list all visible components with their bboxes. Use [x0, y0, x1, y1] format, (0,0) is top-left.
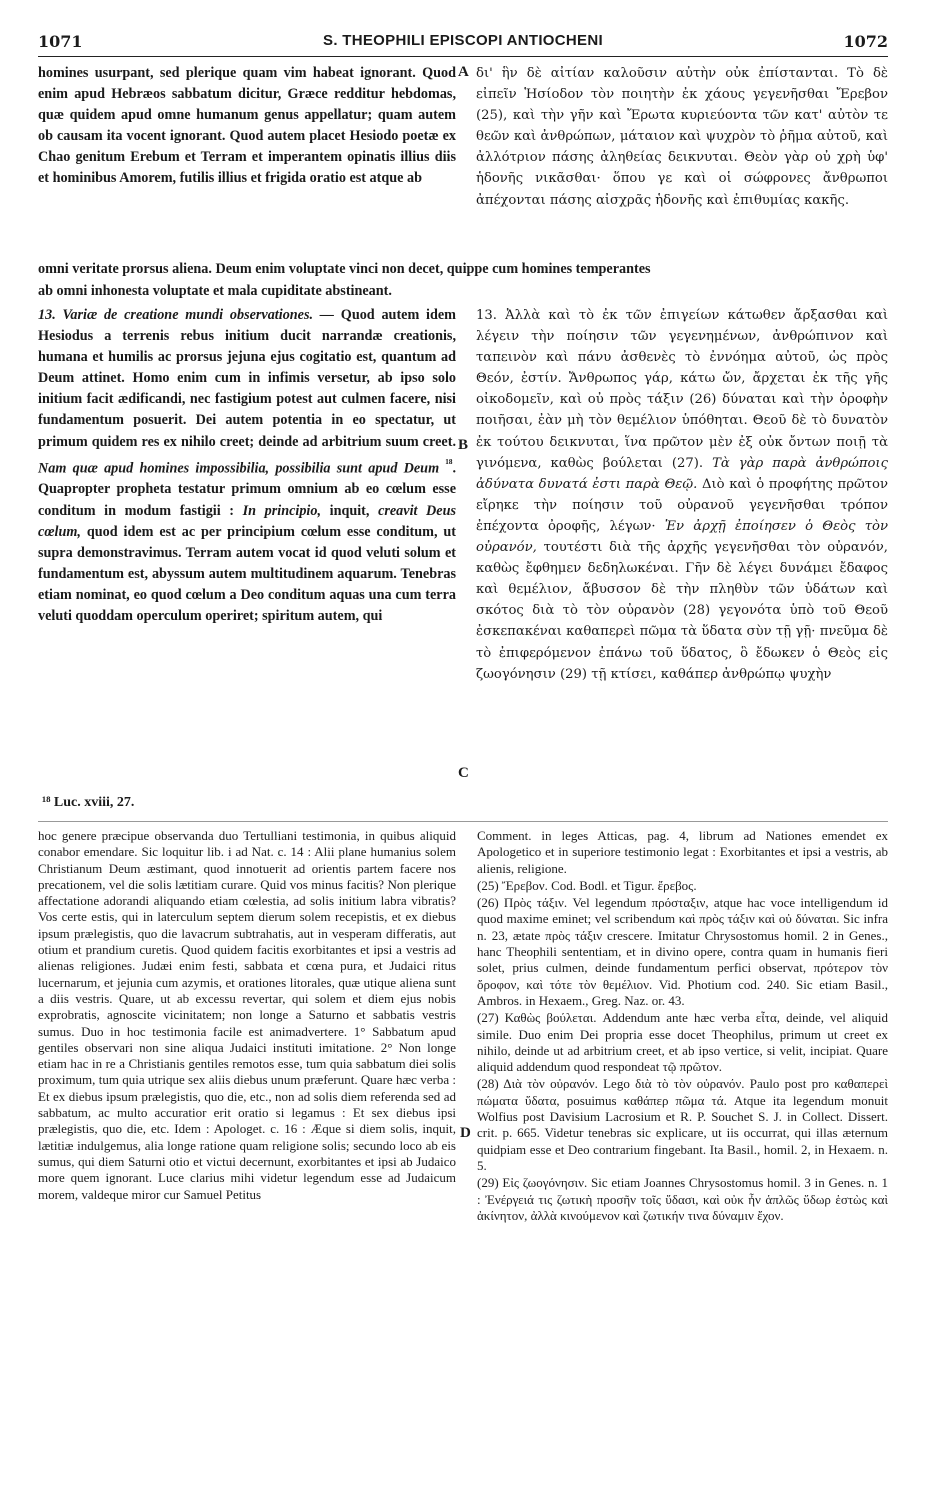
note-right-paragraph: (29) Εἰς ζωογόνησιν. Sic etiam Joannes Chrysostomus homil. 3 in Genes. n. 1 : Ἐνέργειά τις ζωτικὴ προσῆν τοῖς ὕδασι, καὶ οὐκ ἦν ἁπλῶς ὕδωρ ἑστὼς καὶ ἀκίνητον, ἀλλὰ κινούμενον καὶ ζωτικήν τινα δύναμιν ἔχον.: [477, 1175, 888, 1223]
greek-quote-1: Τὰ γὰρ παρὰ ἀνθρώποις ἀδύνατα δυνατά ἐστι παρὰ Θεῷ.: [476, 455, 888, 492]
greek-end-text: τουτέστι διὰ τῆς ἀρχῆς γεγενῆσθαι τὸν οὐρανόν, καθὼς ἔφθημεν δεδηλωκέναι. Γῆν δὲ λέγει δυνάμει ἔδαφος καὶ θεμέλιον, ἄβυσσον δὲ τὴν πληθὺν τῶν ὑδάτων καὶ σκότος διὰ τὸ τὸν οὐρανὸν (28) γεγονότα ὑπὸ τοῦ Θεοῦ ἐσκεπακέναι καθαπερεὶ πῶμα τὰ ὕδατα σὺν τῇ γῇ· πνεῦμα δὲ τὸ ἐπιφερόμενον ἐπάνω τοῦ ὕδατος, ὃ ἔδωκεν ὁ Θεὸς εἰς ζωογόνησιν (29) τῇ κτίσει, καθάπερ ἀνθρώπῳ ψυχὴν: [476, 540, 888, 682]
note-right-paragraph: (26) Πρὸς τάξιν. Vel legendum πρόσταξιν, atque hac voce intelligendum id quod maxime eminet; vel scribendum καὶ πρὸς τάξιν καὶ οὐ δύναται. Sic infra n. 23, ætate πρὸς τάξιν crescere. Imitatur Chrysostomus homil. 2 in Genes., hanc Theophili sententiam, et in divino opere, contra quam in humanis fieri solet, prius culmen, deinde fundamentum perfici observat, πρότερον τὸν ὄροφον, καὶ τότε τὸν θεμέλιον. Vid. Photium cod. 240. Sic etiam Basil., Ambros. in Hexaem., Greg. Naz. or. 43.: [477, 895, 888, 1008]
note-right-paragraph: (25) Ἔρεβον. Cod. Bodl. et Tigur. ἔρεβος.: [477, 877, 697, 893]
full-width-line-2: ab omni inhonesta voluptate et mala cupiditate abstineant.: [38, 283, 392, 299]
greek-column-top: [476, 63, 888, 211]
greek-main-text: 13. Ἀλλὰ καὶ τὸ ἐκ τῶν ἐπιγείων κάτωθεν ἄρξασθαι καὶ λέγειν τὴν ποίησιν τῶν γεγενημένων, ἀνθρώπινον καὶ ταπεινὸν καὶ πάνυ ἀσθενὲς τὸ ἐννόημα αὐτοῦ, ὡς πρὸς Θεόν, ἐστίν. Ἄνθρωπος γάρ, κάτω ὤν, ἄρχεται ἐκ τῆς γῆς οἰκοδομεῖν, καὶ οὐ πρὸς τάξιν (26) δύναται καὶ τὴν ὀροφὴν ποιῆσαι, ἐὰν μὴ τὸν θεμέλιον ὑπόθηται. Θεοῦ δὲ τὸ δυνατὸν ἐκ τούτου δεικνυται, ἵνα πρῶτον μὲν ἐξ οὐκ ὄντων ποιῇ τὰ γινόμενα, καθὼς βούλεται (27).: [476, 308, 888, 471]
note-right-paragraph: Comment. in leges Atticas, pag. 4, librum ad Nationes emendet ex Apologetico et in superiore testimonio legat : Exorbitantes et ipsi a vestris, ab alienis, religione.: [477, 828, 888, 876]
marker-d: D: [460, 1125, 471, 1141]
latin-main-paragraph: 13. Variæ de creatione mundi observationes. — Quod autem idem Hesiodus a terrenis rebus initium ducit narrandæ creationis, humana et humilis ac prorsus jejuna ejus cogitatio est, quantum ad Deum attinet. Homo enim cum in infimis versetur, ab ipso solo initium facit ædificandi, nec fastigium potest aut culmen facere, nisi fundamentum posuerit. Dei autem potentia in eo spectatur, ut primum quidem res ex nihilo creet; deinde ad arbitrium suum creet. Nam quæ apud homines impossibilia, possibilia sunt apud Deum $^{^{18}}$. Quapropter propheta testatur primum omnium ab eo cœlum esse conditum in modum fastigii : In principio, inquit, creavit Deus cœlum, quod idem est ac per principium cœlum esse conditum, ut supra demonstravimus. Terram autem vocat id quod veluti solum et fundamentum est, abyssum autem multitudinem aquarum. Tenebras etiam nominat, eo quod cœlum a Deo conditum aquas una cum terra veluti quoddam operculum operiret; spiritum autem, qui: [38, 307, 457, 625]
note-left-paragraph: hoc genere præcipue observanda duo Tertulliani testimonia, in quibus aliquid conabor emendare. Sic loquitur lib. i ad Nat. c. 14 : Alii plane humanius solem Christianum Deum æstimant, quod innotuerit ad orientis partem facere nos precationem, vel die solis lætitiam curare. Quid vos minus facitis? Non plerique affectatione adorandi aliquando etiam cœlestia, ad solis initium labra vibratis? Vos certe estis, qui in laterculum septem dierum solem recepistis, et ex diebus ipsum prælegistis, quo die lavacrum subtrahatis, aut in vesperam differatis, aut otium et prandium curetis. Quod quidem facitis exorbitantes et ipsi a vestris ad alienas religiones. Judæi enim festi, sabbata et cœna pura, et Judaici ritus lucernarum, et jejunia cum azymis, et orationes litorales, quæ utique aliena sunt a diis vestris. Quare, ut ab excessu revertar, qui solem et diem ejus nobis exprobratis, agnoscite vicinitatem; non longe a Saturno et sabbatis vestris sumus. Duo in hoc testimonia facile est animadvertere. 1° Sabbatum apud gentiles observari non sine aliqua Judaici instituti imitatione. 2° Non longe etiam hac in re a Christianis gentiles remotos esse, tum quia sabbatum diei solis proximum, tum quia utrique sex aliis diebus unum præferunt. Quare hæc verba : Et ex diebus ipsum prælegistis, quo die, etc., non ad solis diem referenda sed ad sabbatum, ac multo accuratior erit oratio si legamus : Et sex diebus ipsi prælegistis, quo die, etc. Idem : Apologet. c. 16 : Æque si diem solis, inquit, lætitiæ indulgemus, alia longe ratione quam religione solis; secundo loco ab eis sumus, qui diem Saturni otio et victui decernunt, exorbitantes et ipsi ab Judaico more quem ignorant. Luce clarius mihi videtur legendum esse ad Judaicum morem, valdeque miror cur Samuel Petitus: [38, 828, 456, 1202]
notes-divider: [38, 821, 888, 822]
latin-main-text: Quod autem idem Hesiodus a terrenis rebus initium ducit narrandæ creationis, humana et humilis ac prorsus jejuna ejus cogitatio est, quantum ad Deum attinet. Homo enim cum in infimis versetur, ab ipso solo initium facit ædificandi, nec fastigium potest aut culmen facere, nisi fundamentum posuerit. Dei autem potentia in eo spectatur, ut primum quidem res ex nihilo creet; deinde ad arbitrium suum creet.: [38, 307, 457, 450]
latin-mid-text: Quapropter propheta testatur primum omnium ab eo cœlum esse conditum in modum fastigii :: [38, 481, 456, 519]
running-title: S. THEOPHILI EPISCOPI ANTIOCHENI: [323, 32, 603, 49]
marker-b: B: [458, 437, 469, 453]
greek-top-text: δι' ἣν δὲ αἰτίαν καλοῦσιν αὐτὴν οὐκ ἐπίστανται. Τὸ δὲ εἰπεῖν Ἡσίοδον τὸν ποιητὴν ἐκ χάους γεγενῆσθαι Ἔρεβον (25), καὶ τὴν γῆν καὶ Ἔρωτα κυριεύοντα τῶν κατ' αὐτὸν τε θεῶν καὶ ἀνθρώπων, μάταιον καὶ ψυχρὸν τὸ ῥῆμα αὐτοῦ, καὶ ἀλλότριον πάσης ἀληθείας δεικνυται. Θεὸν γὰρ οὐ χρὴ ὑφ' ἡδονῆς νικᾶσθαι· ὅπου γε καὶ οἱ σώφρονες ἄνθρωποι ἀπέχονται πάσης αἰσχρᾶς ἡδονῆς καὶ ἐπιθυμίας κακῆς.: [476, 66, 888, 208]
latin-quote-1-ref: ¹⁸: [445, 455, 453, 470]
latin-end-text: quod idem est ac per principium cœlum esse conditum, ut supra demonstravimus. Terram autem vocat id quod veluti solum et fundamentum est, abyssum autem multitudinem aquarum. Tenebras etiam nominat, eo quod cœlum a Deo conditum aquas una cum terra veluti quoddam operculum operiret; spiritum autem, qui: [38, 523, 457, 625]
latin-column-top: [38, 63, 456, 190]
latin-top-text: homines usurpant, sed plerique quam vim habeat ignorant. Quod enim apud Hebræos sabbatum dicitur, Græce redditur hebdomas, quæ quidem apud omne humanum genus appellatur; quam autem ob causam ita vocent ignorant. Quod autem placet Hesiodo poetæ ex Chao genitum Erebum et Terram et imperantem opinatis illius diis et hominibus Amorem, futilis illius et frigida oratio est atque ab: [38, 65, 456, 187]
latin-quote-3: creavit Deus cœlum,: [38, 502, 457, 540]
marker-c: C: [458, 765, 469, 781]
page-number-right: 1072: [843, 32, 888, 51]
page-number-left: 1071: [38, 32, 83, 51]
latin-column-main: [38, 305, 456, 627]
latin-quote-1: Nam quæ apud homines impossibilia, possibilia sunt apud Deum: [38, 460, 440, 477]
notes-left-column: [38, 828, 456, 1204]
full-width-line-1: omni veritate prorsus aliena. Deum enim voluptate vinci non decet, quippe cum homines temperantes: [38, 261, 651, 277]
marker-a: A: [458, 64, 469, 80]
note-right-paragraph: (27) Καθὼς βούλεται. Addendum ante hæc verba εἶτα, deinde, vel aliquid simile. Duo enim Dei propria esse docet Theophilus, primum ut creet ex nihilo, deinde ut ad arbitrium creet, et ab ipso vertice, si velit, incipiat. Quare aliquid addendum quod respondeat τῷ πρῶτον.: [477, 1010, 888, 1075]
latin-section-heading: 13. Variæ de creatione mundi observationes. —: [38, 307, 334, 323]
latin-mid-text-2: inquit,: [329, 502, 370, 519]
greek-quote-2: Ἐν ἀρχῇ ἐποίησεν ὁ Θεὸς τὸν οὐρανόν,: [476, 518, 888, 556]
greek-column-main: [476, 305, 888, 685]
notes-right-column: [477, 828, 888, 1225]
footnote: ¹⁸ Luc. xviii, 27.: [42, 795, 135, 810]
latin-quote-2: In principio,: [242, 502, 322, 519]
greek-mid-text: Διὸ καὶ ὁ προφήτης πρῶτον εἴρηκε τὴν ποίησιν τοῦ οὐρανοῦ γεγενῆσθαι τρόπον ἐπέχοντα ὀροφῆς, λέγων·: [476, 476, 888, 534]
note-right-paragraph: (28) Διὰ τὸν οὐρανόν. Lego διὰ τὸ τὸν οὐρανόν. Paulo post pro καθαπερεὶ πώματα ὕδατα, posuimus καθάπερ πῶμα τά. Atque ita legendum monuit Wolfius post Davisium Lacrosium et R. P. Souchet S. J. in Collect. Dissert. crit. p. 665. Videtur tenebras sic explicare, ut iis occurrat, qui illas æternum quidpiam esse et Deo contrarium fingebant. Ita Basil., homil. 2, in Hexaem. n. 5.: [477, 1076, 888, 1173]
page-header: [38, 30, 888, 57]
greek-main-paragraph: [476, 305, 888, 685]
